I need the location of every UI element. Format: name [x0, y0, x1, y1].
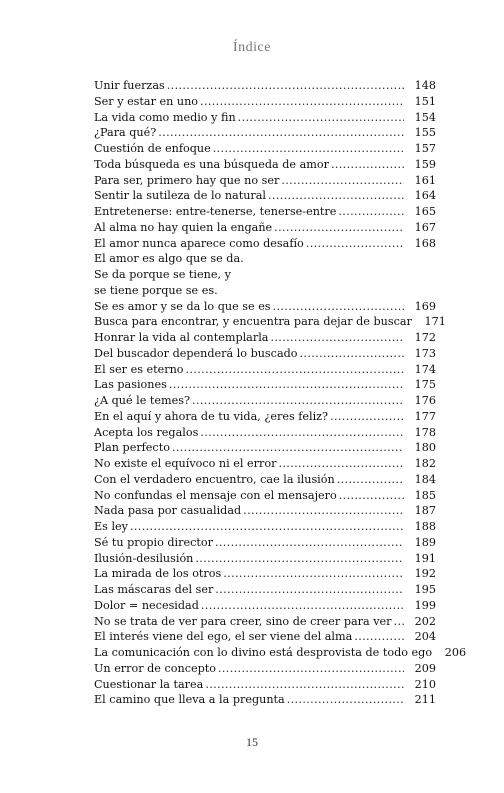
toc-entry-page: 182	[414, 457, 436, 470]
toc-entry-title: Plan perfecto	[94, 441, 170, 455]
toc-entry-page: 210	[414, 677, 436, 691]
toc-entry-page: 171	[424, 315, 446, 329]
toc-entry-page: 202	[414, 614, 436, 628]
page-header-title: Índice	[233, 40, 271, 55]
toc-entry	[94, 692, 436, 708]
toc-entry	[94, 377, 436, 393]
toc-entry-page: 172	[414, 331, 436, 344]
toc-entry-title: Las máscaras del ser	[94, 583, 214, 596]
toc-entry-page: 157	[414, 142, 436, 155]
toc-entry-title: Un error de concepto	[94, 661, 216, 675]
toc-entry	[94, 677, 436, 693]
toc-entry	[94, 425, 436, 441]
toc-entry-page: 165	[414, 205, 436, 218]
toc-entry-title: La vida como medio y fin	[94, 110, 236, 124]
toc-entry-title: La comunicación con lo divino está desprovista de todo ego	[94, 646, 433, 659]
toc-entry-page: 204	[414, 630, 436, 644]
toc-entry-title: Cuestionar la tarea	[94, 677, 204, 691]
toc-leader-dots	[306, 236, 404, 252]
toc-entry	[94, 94, 436, 110]
toc-leader-dots	[243, 503, 404, 519]
toc-leader-dots	[200, 94, 404, 110]
toc-entry-title: Del buscador dependerá lo buscado	[94, 346, 298, 360]
toc-entry-title: Sé tu propio director	[94, 535, 213, 549]
toc-entry-title: Con el verdadero encuentro, cae la ilusión	[94, 472, 335, 486]
toc-leader-dots	[270, 330, 404, 346]
toc-entry	[94, 78, 436, 94]
toc-leader-dots	[337, 472, 404, 488]
toc-entry-page: 148	[414, 79, 436, 92]
toc-leader-dots	[215, 582, 404, 598]
toc-entry-title: Cuestión de enfoque	[94, 142, 211, 155]
toc-leader-dots	[394, 614, 404, 630]
toc-entry	[94, 314, 446, 330]
toc-entry	[94, 488, 436, 504]
toc-entry-title: Nada pasa por casualidad	[94, 504, 242, 518]
toc-entry	[94, 472, 436, 488]
toc-entry-title: Al alma no hay quien la engañe	[94, 220, 273, 234]
toc-entry-title: El amor nunca aparece como desafío	[94, 236, 304, 250]
toc-entry-page: 191	[414, 551, 436, 565]
toc-entry-page: 187	[414, 504, 436, 518]
toc-entry	[94, 535, 436, 551]
toc-entry-page: 192	[414, 567, 436, 581]
toc-entry	[94, 283, 436, 299]
toc-entry-title: Se es amor y se da lo que se es	[94, 299, 271, 313]
toc-entry-title: La mirada de los otros	[94, 567, 222, 581]
toc-entry	[94, 110, 436, 126]
toc-entry	[94, 236, 436, 252]
toc-entry-page: 199	[414, 598, 436, 612]
toc-entry-page: 189	[414, 535, 436, 549]
toc-entry-page: 169	[414, 299, 436, 313]
toc-entry-title: En el aquí y ahora de tu vida, ¿eres feliz?	[94, 409, 329, 423]
toc-leader-dots	[200, 425, 404, 441]
toc-leader-dots	[213, 141, 404, 157]
toc-entry-title: Para ser, primero hay que no ser	[94, 173, 280, 187]
toc-leader-dots	[192, 393, 404, 409]
toc-leader-dots	[331, 157, 404, 173]
toc-entry-page: 174	[414, 362, 436, 376]
toc-leader-dots	[354, 629, 404, 645]
toc-entry	[94, 157, 436, 173]
toc-leader-dots	[273, 299, 404, 315]
toc-entry-page: 151	[414, 94, 436, 108]
toc-entry	[94, 141, 436, 157]
toc-entry	[94, 362, 436, 378]
toc-entry-page: 154	[414, 110, 436, 124]
toc-leader-dots	[281, 173, 404, 189]
toc-entry-page: 164	[414, 189, 436, 203]
toc-entry	[94, 173, 436, 189]
toc-entry-title: Acepta los regalos	[94, 425, 199, 439]
toc-entry-title: Unir fuerzas	[94, 79, 165, 92]
toc-entry-title: Ser y estar en uno	[94, 94, 199, 108]
toc-entry-title: ¿Para qué?	[94, 126, 157, 140]
toc-entry-title: ¿A qué le temes?	[94, 394, 191, 407]
toc-leader-dots	[238, 110, 404, 126]
toc-entry	[94, 519, 436, 535]
toc-entry-title: No confundas el mensaje con el mensajero	[94, 488, 337, 502]
toc-entry	[94, 267, 436, 283]
toc-entry-title: Sentir la sutileza de lo natural	[94, 189, 266, 203]
toc-entry-title: Es ley	[94, 520, 128, 533]
toc-leader-dots	[274, 220, 404, 236]
toc-entry-page: 177	[414, 409, 436, 423]
toc-entry-page: 167	[414, 220, 436, 234]
toc-entry	[94, 614, 436, 630]
toc-entry	[94, 440, 436, 456]
toc-leader-dots	[186, 362, 404, 378]
toc-entry	[94, 188, 436, 204]
toc-leader-dots	[201, 598, 404, 614]
toc-leader-dots	[130, 519, 404, 535]
toc-entry	[94, 582, 436, 598]
toc-entry	[94, 661, 436, 677]
toc-entry-page: 188	[414, 520, 436, 533]
toc-leader-dots	[167, 78, 404, 94]
toc-leader-dots	[169, 377, 404, 393]
toc-leader-dots	[218, 661, 404, 677]
toc-entry-title: Toda búsqueda es una búsqueda de amor	[94, 157, 329, 171]
toc-entry-page: 161	[414, 173, 436, 187]
toc-entry-page: 185	[414, 488, 436, 502]
toc-entry-page: 180	[414, 441, 436, 455]
toc-leader-dots	[223, 566, 404, 582]
toc-entry-page: 176	[414, 394, 436, 407]
toc-entry	[94, 125, 436, 141]
toc-entry-page: 175	[414, 378, 436, 392]
toc-entry	[94, 551, 436, 567]
toc-entry	[94, 330, 436, 346]
toc-entry	[94, 204, 436, 220]
toc-entry-title: El camino que lleva a la pregunta	[94, 693, 285, 707]
toc-entry-page: 195	[414, 583, 436, 596]
toc-leader-dots	[300, 346, 404, 362]
toc-entry-title: Honrar la vida al contemplarla	[94, 331, 269, 344]
page-number: 15	[246, 735, 258, 749]
toc-entry-page: 168	[414, 236, 436, 250]
toc-entry-page: 211	[414, 693, 436, 707]
toc-entry-title: No existe el equívoco ni el error	[94, 457, 277, 470]
toc-entry-title: El interés viene del ego, el ser viene del alma	[94, 630, 353, 644]
toc-leader-dots	[338, 204, 404, 220]
toc-entry-title: Busca para encontrar, y encuentra para dejar de buscar	[94, 315, 412, 329]
toc-leader-dots	[158, 125, 404, 141]
toc-leader-dots	[205, 677, 404, 693]
toc-entry-page: 206	[444, 646, 467, 659]
toc-entry-title: El ser es eterno	[94, 362, 184, 376]
toc-entry-page: 209	[414, 661, 436, 675]
toc-entry-page: 178	[414, 425, 436, 439]
toc-entry-page: 159	[414, 157, 436, 171]
toc-entry-title: Se da porque se tiene, y	[94, 268, 231, 281]
toc-leader-dots	[195, 551, 404, 567]
toc-entry	[94, 456, 436, 472]
toc-leader-dots	[215, 535, 404, 551]
toc-leader-dots	[172, 440, 404, 456]
toc-entry	[94, 409, 436, 425]
toc-leader-dots	[339, 488, 404, 504]
toc-entry	[94, 393, 436, 409]
toc-leader-dots	[330, 409, 404, 425]
toc-leader-dots	[287, 692, 404, 708]
toc-leader-dots	[278, 456, 404, 472]
toc-entry	[94, 629, 436, 645]
toc-entry	[94, 346, 436, 362]
toc-entry-title: Las pasiones	[94, 378, 167, 392]
toc-entry	[94, 503, 436, 519]
table-of-contents	[94, 78, 467, 708]
toc-entry-title: El amor es algo que se da.	[94, 252, 244, 266]
toc-entry	[94, 220, 436, 236]
toc-leader-dots	[268, 188, 404, 204]
toc-entry-title: Entretenerse: entre-tenerse, tenerse-entre	[94, 205, 337, 218]
toc-entry	[94, 299, 436, 315]
toc-entry-page: 173	[414, 346, 436, 360]
toc-entry-title: No se trata de ver para creer, sino de creer para ver	[94, 614, 392, 628]
toc-entry-title: Dolor = necesidad	[94, 598, 199, 612]
toc-entry-page: 184	[414, 472, 436, 486]
toc-entry	[94, 598, 436, 614]
toc-entry-title: se tiene porque se es.	[94, 283, 218, 297]
toc-entry	[94, 566, 436, 582]
toc-entry-title: Ilusión-desilusión	[94, 551, 194, 565]
toc-entry	[94, 251, 436, 267]
toc-entry	[94, 645, 467, 661]
toc-entry-page: 155	[414, 126, 436, 140]
